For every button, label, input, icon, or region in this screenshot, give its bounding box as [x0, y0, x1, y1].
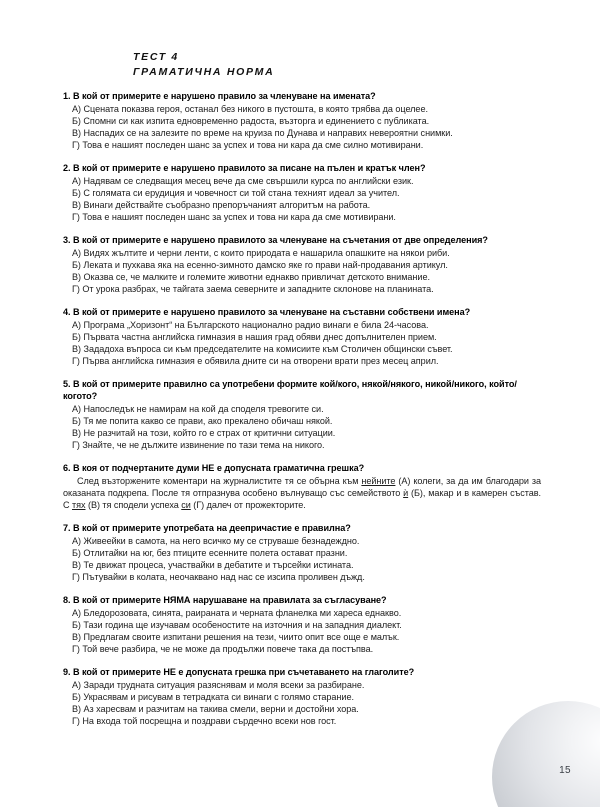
question-stem: 8. В кой от примерите НЯМА нарушаване на правилата за съгласуване? — [63, 595, 387, 606]
question-block — [63, 666, 541, 727]
question-stem: 3. В кой от примерите е нарушено правилото за членуване на съчетания от две определения? — [63, 234, 488, 245]
answer-option[interactable]: А) Надявам се следващия месец вече да сме свършили курса по английски език. — [72, 175, 414, 186]
underlined-word[interactable]: тях — [72, 499, 86, 510]
answer-option[interactable]: А) Заради трудната ситуация разяснявам и моля всеки за разбиране. — [72, 679, 365, 690]
answer-option[interactable]: А) Напоследък не намирам на кой да споделя тревогите си. — [72, 403, 324, 414]
answer-option[interactable]: Б) Украсявам и рисувам в тетрадката си винаги с голямо старание. — [72, 691, 354, 702]
test-label: ТЕСТ 4 — [133, 51, 179, 63]
question-stem: 7. В кой от примерите употребата на деепричастие е правилна? — [63, 523, 351, 534]
question-stem: 5. В кой от примерите правилно са употребени формите кой/кого, някой/някого, никой/никого, който/когото? — [63, 378, 517, 401]
page-title — [133, 50, 274, 80]
answer-option[interactable]: Б) Тази година ще изучавам особеностите на източния и на западния диалект. — [72, 619, 402, 630]
underlined-word[interactable]: ѝ — [403, 487, 409, 498]
answer-option[interactable]: Г) От урока разбрах, че тайгата заема северните и западните склонове на планината. — [72, 283, 434, 294]
question-block — [63, 462, 541, 511]
answer-option[interactable]: Г) Това е нашият последен шанс за успех и това ни кара да сме мотивирани. — [72, 211, 396, 222]
answer-option[interactable]: Г) Той вече разбира, че не може да продължи повече така да постъпва. — [72, 643, 374, 654]
answer-option[interactable]: Б) Спомни си как изпита едновременно радоста, възторга и единението с публиката. — [72, 115, 430, 126]
question-stem: 9. В кой от примерите НЕ е допусната грешка при съчетаването на глаголите? — [63, 667, 415, 678]
answer-option[interactable]: В) Зададоха въпроса си към председателите на комисиите към Столичен общински съвет. — [72, 343, 453, 354]
answer-option[interactable]: Б) Леката и пухкава яка на есенно-зимното дамско яке го прави най-продавания артикул. — [72, 259, 448, 270]
passage-text: (Г) далеч от прожекторите. — [190, 499, 306, 510]
answer-option[interactable]: Г) Това е нашият последен шанс за успех и това ни кара да сме силно мотивирани. — [72, 139, 424, 150]
answer-option[interactable]: Б) Тя ме попита какво се прави, ако прекалено обичаш някой. — [72, 415, 333, 426]
question-block — [63, 306, 541, 367]
passage-text: (А) колеги, за да им благодари за оказаната подкрепа. После тя отпразнува особено вълнуващо със семейството — [63, 475, 542, 498]
answer-option[interactable]: В) Наспадих се на залезите по време на круиза по Дунава и направих невероятни снимки. — [72, 127, 453, 138]
question-block — [63, 234, 541, 295]
question-block — [63, 522, 541, 583]
answer-option[interactable]: В) Не разчитай на този, който го е страх от критични ситуации. — [72, 427, 336, 438]
answer-option[interactable]: Г) На входа той посрещна и поздрави сърдечно всеки нов гост. — [72, 715, 337, 726]
answer-option[interactable]: Г) Знайте, че не дължите извинение по тази тема на никого. — [72, 439, 325, 450]
question-stem: 1. В кой от примерите е нарушено правило за членуване на имената? — [63, 91, 376, 101]
underlined-word[interactable]: нейните — [361, 475, 396, 486]
answer-option[interactable]: Б) Първата частна английска гимназия в нашия град обяви днес допълнителен прием. — [72, 331, 437, 342]
test-subject: ГРАМАТИЧНА НОРМА — [133, 66, 275, 78]
question-block — [63, 378, 541, 451]
passage-text: (В) тя сподели успеха — [85, 499, 182, 510]
answer-option[interactable]: В) Аз харесвам и разчитам на такива смели, верни и достойни хора. — [72, 703, 359, 714]
page-number: 15 — [559, 765, 571, 776]
questions-container — [63, 90, 541, 738]
answer-option[interactable]: А) Живеейки в самота, на него всичко му се струваше безнадеждно. — [72, 535, 360, 546]
answer-option[interactable]: Б) Отлитайки на юг, без птиците есенните полета остават празни. — [72, 547, 348, 558]
answer-option[interactable]: А) Видях жълтите и черни ленти, с които природата е нашарила опашките на някои риби. — [72, 247, 450, 258]
question-passage — [63, 475, 541, 512]
passage-text: След възторжените коментари на журналистите тя се обърна към — [77, 475, 362, 486]
answer-option[interactable]: В) Те движат процеса, участвайки в дебатите и търсейки истината. — [72, 559, 354, 570]
answer-option[interactable]: В) Предлагам своите изпитани решения на тези, чиито опит все още е малък. — [72, 631, 400, 642]
answer-option[interactable]: А) Сцената показва героя, останал без никого в пустошта, в която трябва да оцелее. — [72, 103, 428, 114]
answer-option[interactable]: А) Бледорозовата, синята, раираната и черната фланелка ми хареса еднакво. — [72, 607, 402, 618]
answer-option[interactable]: В) Оказва се, че малките и големите животни еднакво привличат детското внимание. — [72, 271, 430, 282]
answer-option[interactable]: А) Програма „Хоризонт“ на Българското национално радио винаги е била 24-часова. — [72, 319, 429, 330]
question-stem: 6. В коя от подчертаните думи НЕ е допусната граматична грешка? — [63, 462, 365, 473]
underlined-word[interactable]: си — [181, 499, 191, 510]
question-block — [63, 594, 541, 655]
question-stem: 2. В кой от примерите е нарушено правилото за писане на пълен и кратък член? — [63, 162, 426, 173]
passage-text: (Б), макар и в камерен състав. С — [63, 487, 541, 510]
answer-option[interactable]: Г) Пътувайки в колата, неочаквано над нас се изсипа проливен дъжд. — [72, 572, 365, 583]
question-stem: 4. В кой от примерите е нарушено правилото за членуване на съставни собствени имена? — [63, 306, 471, 317]
question-block — [63, 162, 541, 223]
answer-option[interactable]: В) Винаги действайте съобразно препоръчаният алгоритъм на работа. — [72, 199, 371, 210]
answer-option[interactable]: Г) Първа английска гимназия е обявила дните си на отворени врати през месец април. — [72, 355, 439, 366]
question-block — [63, 90, 541, 151]
answer-option[interactable]: Б) С голямата си ерудиция и човечност си той стана техният идеал за учител. — [72, 187, 400, 198]
